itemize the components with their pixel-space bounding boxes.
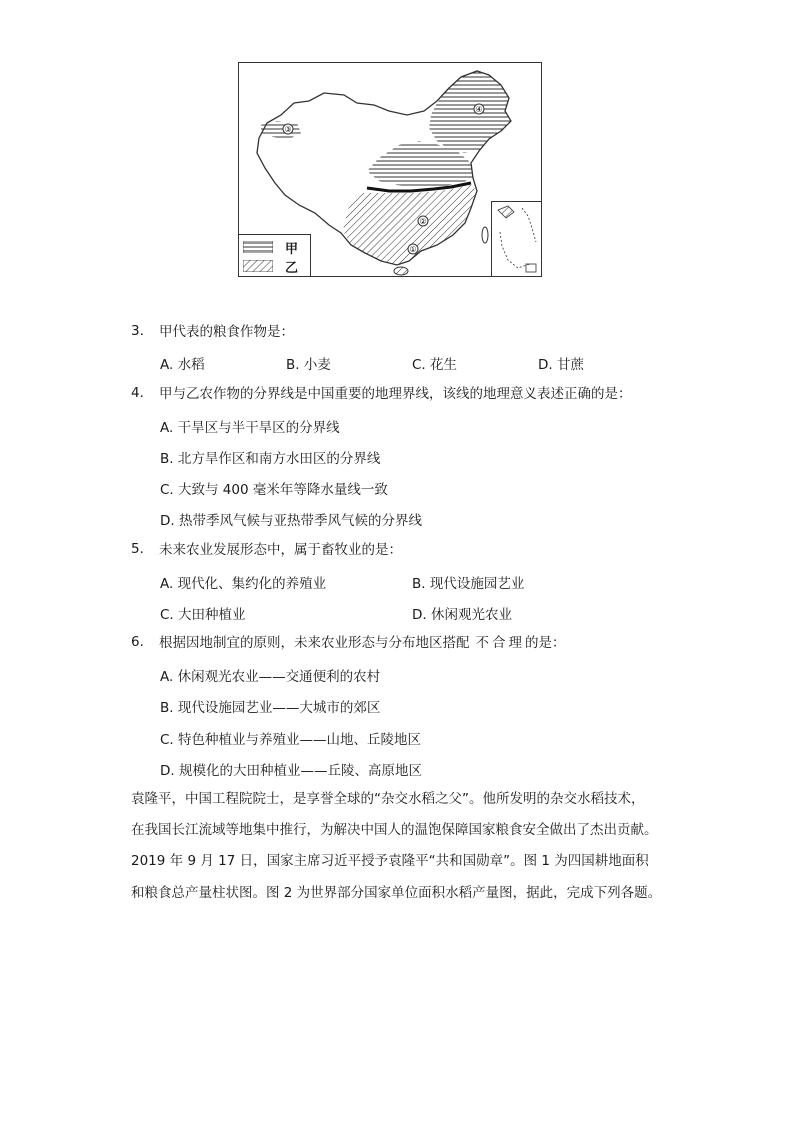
question-6-option-d[interactable]: D. 规模化的大田种植业——丘陵、高原地区 bbox=[160, 763, 422, 779]
legend-label-yi: 乙 bbox=[285, 261, 299, 276]
legend-item-jia bbox=[243, 239, 307, 255]
marker-1-text: ① bbox=[409, 245, 417, 254]
question-4-option-d[interactable]: D. 热带季风气候与亚热带季风气候的分界线 bbox=[160, 513, 422, 529]
legend-item-yi bbox=[243, 258, 307, 274]
question-6-stem-before: 根据因地制宜的原则，未来农业形态与分布地区搭配 bbox=[159, 635, 470, 651]
question-5-number: 5. bbox=[131, 541, 144, 557]
question-4-number: 4. bbox=[131, 385, 144, 401]
passage-line-2: 在我国长江流域等地集中推行，为解决中国人的温饱保障国家粮食安全做出了杰出贡献。 bbox=[131, 822, 658, 838]
passage-line-1: 袁隆平，中国工程院院士，是享誉全球的“杂交水稻之父”。他所发明的杂交水稻技术， bbox=[131, 791, 645, 807]
legend-label-jia: 甲 bbox=[285, 242, 299, 257]
question-3-option-a[interactable]: A. 水稻 bbox=[160, 357, 205, 373]
question-6-option-b[interactable]: B. 现代设施园艺业——大城市的郊区 bbox=[160, 700, 381, 716]
legend-swatch-diagonal bbox=[243, 260, 273, 272]
question-5-option-a[interactable]: A. 现代化、集约化的养殖业 bbox=[160, 576, 327, 592]
question-3-option-c[interactable]: C. 花生 bbox=[412, 357, 458, 373]
question-5-stem: 未来农业发展形态中，属于畜牧业的是： bbox=[159, 542, 402, 558]
marker-3-text: ③ bbox=[284, 125, 292, 134]
question-4-stem: 甲与乙农作物的分界线是中国重要的地理界线，该线的地理意义表述正确的是： bbox=[159, 386, 632, 402]
question-4-option-a[interactable]: A. 干旱区与半干旱区的分界线 bbox=[160, 420, 340, 436]
region-jia-west bbox=[261, 121, 301, 139]
region-jia-north bbox=[429, 71, 511, 153]
question-6-stem bbox=[159, 634, 566, 652]
question-6-stem-after: 的是： bbox=[525, 635, 566, 651]
marker-2-text: ② bbox=[419, 217, 427, 226]
marker-4 bbox=[474, 104, 484, 114]
question-4-option-b[interactable]: B. 北方旱作区和南方水田区的分界线 bbox=[160, 451, 381, 467]
question-6-option-a[interactable]: A. 休闲观光农业——交通便利的农村 bbox=[160, 669, 381, 685]
question-6-option-c[interactable]: C. 特色种植业与养殖业——山地、丘陵地区 bbox=[160, 732, 422, 748]
marker-4-text: ④ bbox=[475, 105, 483, 114]
marker-3 bbox=[283, 124, 293, 134]
legend-swatch-horizontal bbox=[243, 241, 273, 253]
question-3-stem: 甲代表的粮食作物是： bbox=[159, 324, 294, 340]
question-3-number: 3. bbox=[131, 323, 144, 339]
question-6-stem-emphasis: 不合理 bbox=[475, 635, 525, 651]
question-5-option-c[interactable]: C. 大田种植业 bbox=[160, 607, 246, 623]
passage-line-4: 和粮食总产量柱状图。图 2 为世界部分国家单位面积水稻产量图，据此，完成下列各题。 bbox=[131, 885, 662, 901]
question-5-option-b[interactable]: B. 现代设施园艺业 bbox=[412, 576, 525, 592]
question-4-option-c[interactable]: C. 大致与 400 毫米年等降水量线一致 bbox=[160, 482, 388, 498]
china-crop-map bbox=[238, 62, 542, 277]
question-5-option-d[interactable]: D. 休闲观光农业 bbox=[412, 607, 512, 623]
map-legend bbox=[239, 234, 311, 276]
taiwan-island bbox=[482, 227, 488, 243]
question-3-option-d[interactable]: D. 甘蔗 bbox=[538, 357, 584, 373]
marker-1 bbox=[408, 244, 418, 254]
question-6-number: 6. bbox=[131, 634, 144, 650]
marker-2 bbox=[418, 216, 428, 226]
hainan-island bbox=[394, 267, 408, 275]
question-3-option-b[interactable]: B. 小麦 bbox=[286, 357, 331, 373]
inset-drawing bbox=[492, 202, 540, 275]
passage-line-3: 2019 年 9 月 17 日，国家主席习近平授予袁隆平“共和国勋章”。图 1 为四国耕地面积 bbox=[131, 853, 649, 869]
south-china-sea-inset bbox=[491, 201, 541, 276]
